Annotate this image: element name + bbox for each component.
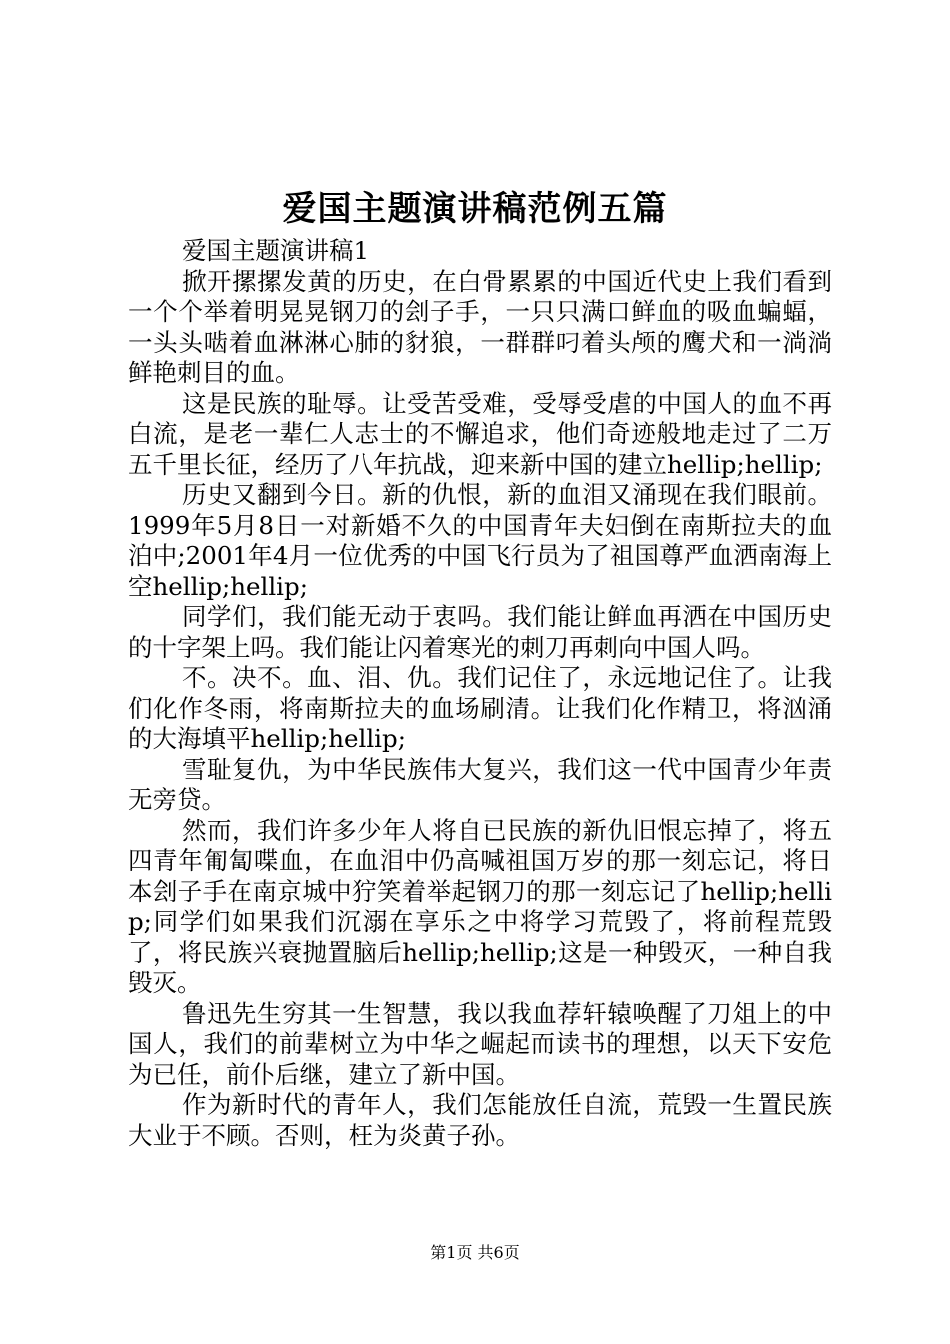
document-body [128, 236, 832, 1151]
paragraph: 作为新时代的青年人，我们怎能放任自流，荒毁一生置民族大业于不顾。否则，枉为炎黄子孙。 [128, 1090, 832, 1150]
paragraph: 雪耻复仇，为中华民族伟大复兴，我们这一代中国青少年责无旁贷。 [128, 754, 832, 814]
paragraph: 不。决不。血、泪、仇。我们记住了，永远地记住了。让我们化作冬雨，将南斯拉夫的血场刷清。让我们化作精卫，将汹涌的大海填平hellip;hellip; [128, 663, 832, 753]
paragraph: 掀开摞摞发黄的历史，在白骨累累的中国近代史上我们看到一个个举着明晃晃钢刀的刽子手，一只只满口鲜血的吸血蝙蝠，一头头啮着血淋淋心肺的豺狼，一群群叼着头颅的鹰犬和一淌淌鲜艳刺目的血。 [128, 266, 832, 387]
paragraph-subtitle: 爱国主题演讲稿1 [182, 236, 370, 265]
paragraph: 然而，我们许多少年人将自已民族的新仇旧恨忘掉了，将五四青年匍匐喋血，在血泪中仍高喊祖国万岁的那一刻忘记，将日本刽子手在南京城中狞笑着举起钢刀的那一刻忘记了hellip;hellip;同学们如果我们沉溺在享乐之中将学习荒毁了，将前程荒毁了，将民族兴衰抛置脑后hellip;hellip;这是一种毁灭，一种自我毁灭。 [128, 815, 832, 997]
paragraph: 历史又翻到今日。新的仇恨，新的血泪又涌现在我们眼前。1999年5月8日一对新婚不久的中国青年夫妇倒在南斯拉夫的血泊中;2001年4月一位优秀的中国飞行员为了祖国尊严血洒南海上空hellip;hellip; [128, 480, 832, 601]
paragraph: 这是民族的耻辱。让受苦受难，受辱受虐的中国人的血不再白流，是老一辈仁人志士的不懈追求，他们奇迹般地走过了二万五千里长征，经历了八年抗战，迎来新中国的建立hellip;hellip; [128, 388, 832, 479]
paragraph: 鲁迅先生穷其一生智慧，我以我血荐轩辕唤醒了刀俎上的中国人，我们的前辈树立为中华之崛起而读书的理想，以天下安危为已任，前仆后继，建立了新中国。 [128, 998, 832, 1089]
document-title: 爱国主题演讲稿范例五篇 [282, 189, 668, 229]
paragraph: 同学们，我们能无动于衷吗。我们能让鲜血再洒在中国历史的十字架上吗。我们能让闪着寒光的刺刀再刺向中国人吗。 [128, 602, 832, 662]
page-number-footer: 第1页 共6页 [430, 1243, 520, 1262]
